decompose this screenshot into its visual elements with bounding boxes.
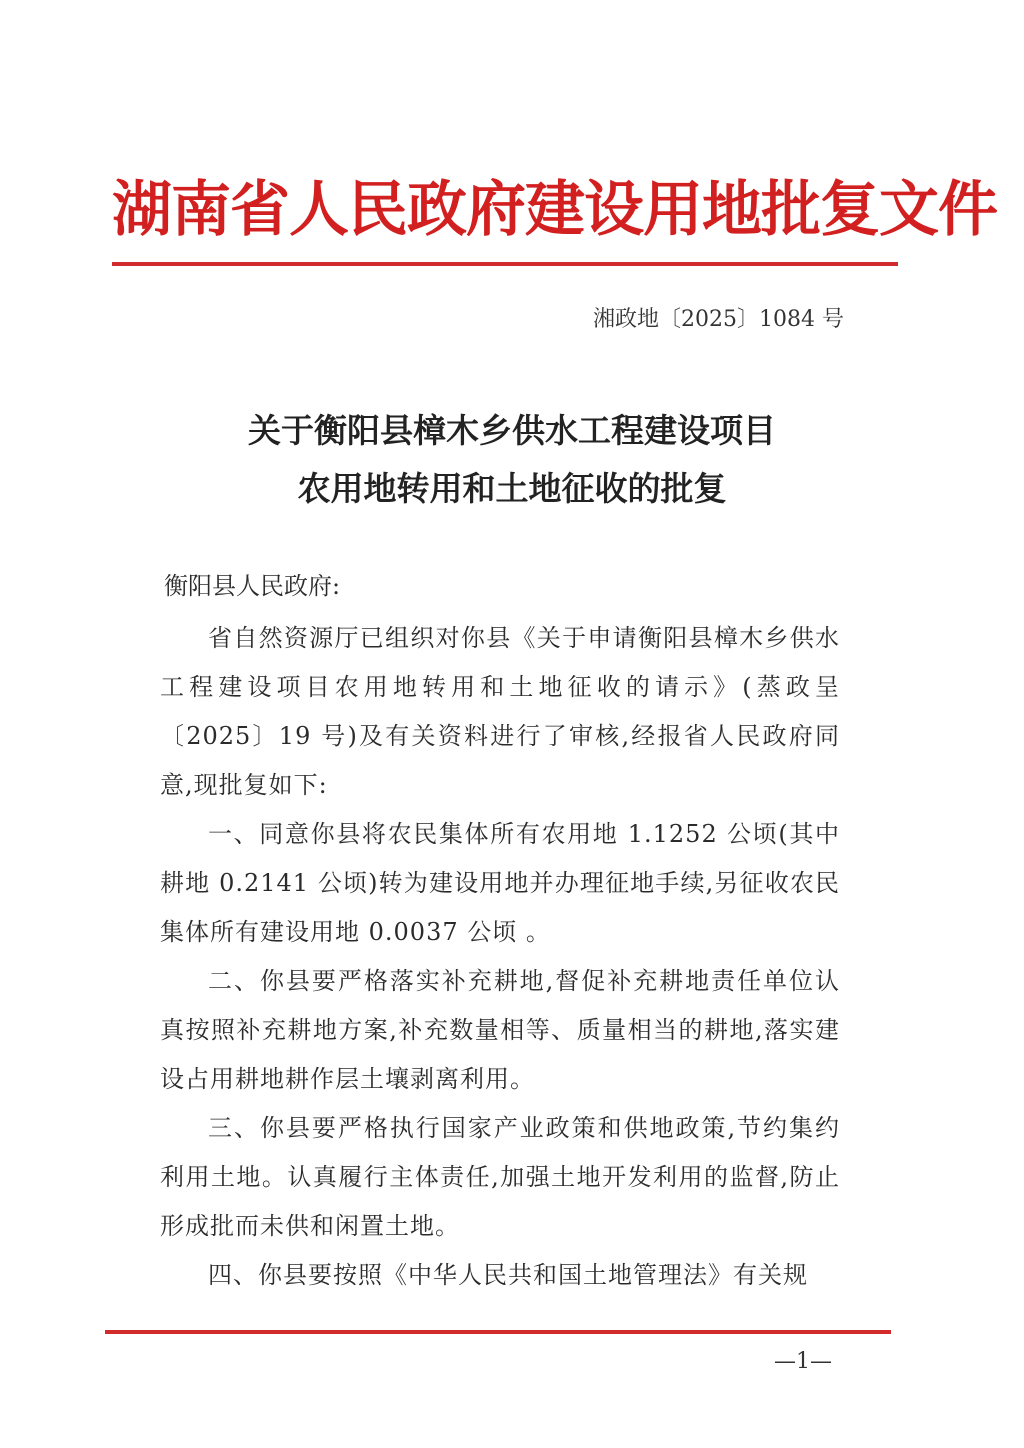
document-title-line-1: 关于衡阳县樟木乡供水工程建设项目: [248, 411, 776, 450]
document-body: [160, 614, 840, 1300]
body-paragraph-2: 二、你县要严格落实补充耕地,督促补充耕地责任单位认真按照补充耕地方案,补充数量相等、质量相当的耕地,落实建设占用耕地耕作层土壤剥离利用。: [160, 967, 840, 1093]
footer-red-rule: [105, 1330, 891, 1334]
body-paragraph-3: 三、你县要严格执行国家产业政策和供地政策,节约集约利用土地。认真履行主体责任,加强土地开发利用的监督,防止形成批而未供和闲置土地。: [160, 1114, 840, 1240]
document-title-line-2: 农用地转用和土地征收的批复: [297, 469, 727, 508]
page-number: —1—: [774, 1349, 832, 1374]
addressee: 衡阳县人民政府:: [164, 572, 341, 600]
document-title: [100, 402, 924, 518]
document-header-title: 湖南省人民政府建设用地批复文件: [112, 175, 997, 245]
header-red-rule: [112, 262, 898, 266]
document-number: 湘政地〔2025〕1084 号: [593, 307, 844, 332]
body-paragraph-4: 四、你县要按照《中华人民共和国土地管理法》有关规: [208, 1261, 808, 1289]
body-paragraph-intro: 省自然资源厅已组织对你县《关于申请衡阳县樟木乡供水工程建设项目农用地转用和土地征收的请示》(蒸政呈〔2025〕19 号)及有关资料进行了审核,经报省人民政府同意,现批复如下:: [160, 624, 840, 799]
body-paragraph-1: 一、同意你县将农民集体所有农用地 1.1252 公顷(其中耕地 0.2141 公顷)转为建设用地并办理征地手续,另征收农民集体所有建设用地 0.0037 公顷 。: [160, 820, 840, 946]
